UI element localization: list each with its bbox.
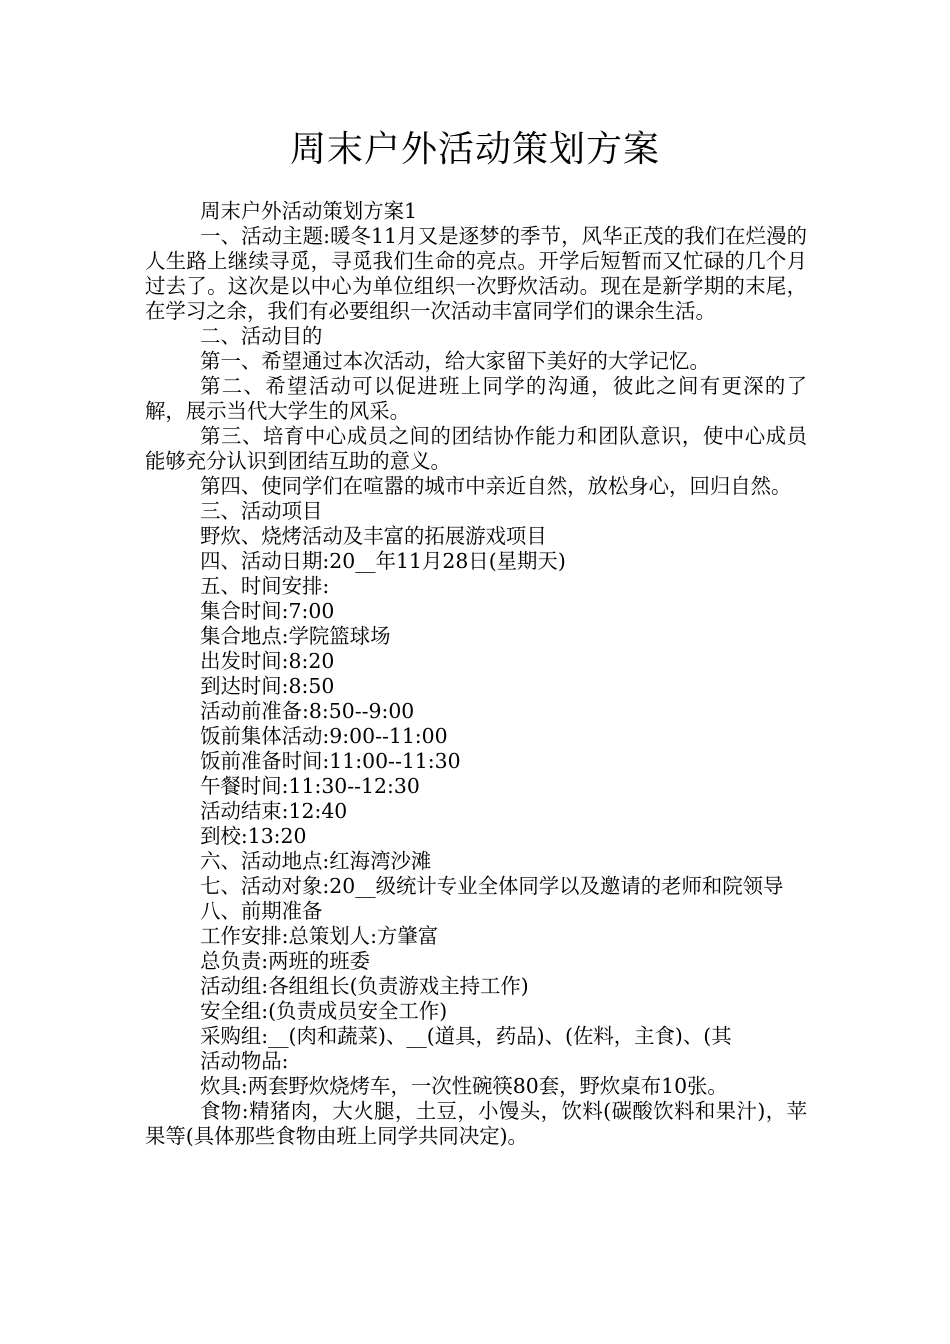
paragraph: 饭前集体活动:9:00--11:00 [200,724,448,748]
paragraph: 三、活动项目 [200,499,323,523]
paragraph: 第一、希望通过本次活动，给大家留下美好的大学记忆。 [200,349,710,373]
paragraph: 第二、希望活动可以促进班上同学的沟通，彼此之间有更深的了解，展示当代大学生的风采。 [145,374,807,423]
paragraph: 饭前准备时间:11:00--11:30 [200,749,461,773]
paragraph: 工作安排:总策划人:方肇富 [200,924,439,948]
paragraph: 八、前期准备 [200,899,323,923]
paragraph: 七、活动对象:20__级统计专业全体同学以及邀请的老师和院领导 [200,874,784,898]
paragraph: 活动组:各组组长(负责游戏主持工作) [200,974,529,998]
paragraph: 周末户外活动策划方案1 [200,199,417,223]
document-title: 周末户外活动策划方案 [289,129,660,170]
paragraph: 六、活动地点:红海湾沙滩 [200,849,432,873]
paragraph: 采购组:__(肉和蔬菜)、__(道具，药品)、(佐料，主食)、(其 [200,1024,732,1048]
paragraph: 午餐时间:11:30--12:30 [200,774,420,798]
paragraph: 集合时间:7:00 [200,599,335,623]
paragraph: 一、活动主题:暖冬11月又是逐梦的季节，风华正茂的我们在烂漫的人生路上继续寻觅，寻觅我们生命的亮点。开学后短暂而又忙碌的几个月过去了。这次是以中心为单位组织一次野炊活动。现在是新学期的末尾，在学习之余，我们有必要组织一次活动丰富同学们的课余生活。 [145,224,807,323]
paragraph: 集合地点:学院篮球场 [200,624,391,648]
paragraph: 四、活动日期:20__年11月28日(星期天) [200,549,566,573]
paragraph: 活动前准备:8:50--9:00 [200,699,415,723]
paragraph: 总负责:两班的班委 [200,949,371,973]
paragraph: 到校:13:20 [200,824,307,848]
paragraph: 第四、使同学们在喧嚣的城市中亲近自然，放松身心，回归自然。 [200,474,792,498]
paragraph: 安全组:(负责成员安全工作) [200,999,448,1023]
paragraph: 出发时间:8:20 [200,649,335,673]
paragraph: 野炊、烧烤活动及丰富的拓展游戏项目 [200,524,547,548]
paragraph: 二、活动目的 [200,324,323,348]
paragraph: 到达时间:8:50 [200,674,335,698]
paragraph: 食物:精猪肉，大火腿，土豆，小馒头，饮料(碳酸饮料和果汁)，苹果等(具体那些食物由班上同学共同决定)。 [145,1099,807,1148]
paragraph: 活动物品: [200,1049,289,1073]
paragraph: 第三、培育中心成员之间的团结协作能力和团队意识，使中心成员能够充分认识到团结互助的意义。 [145,424,807,473]
paragraph: 五、时间安排: [200,574,330,598]
paragraph: 炊具:两套野炊烧烤车，一次性碗筷80套，野炊桌布10张。 [200,1074,728,1098]
document-body [145,199,807,1149]
paragraph: 活动结束:12:40 [200,799,348,823]
